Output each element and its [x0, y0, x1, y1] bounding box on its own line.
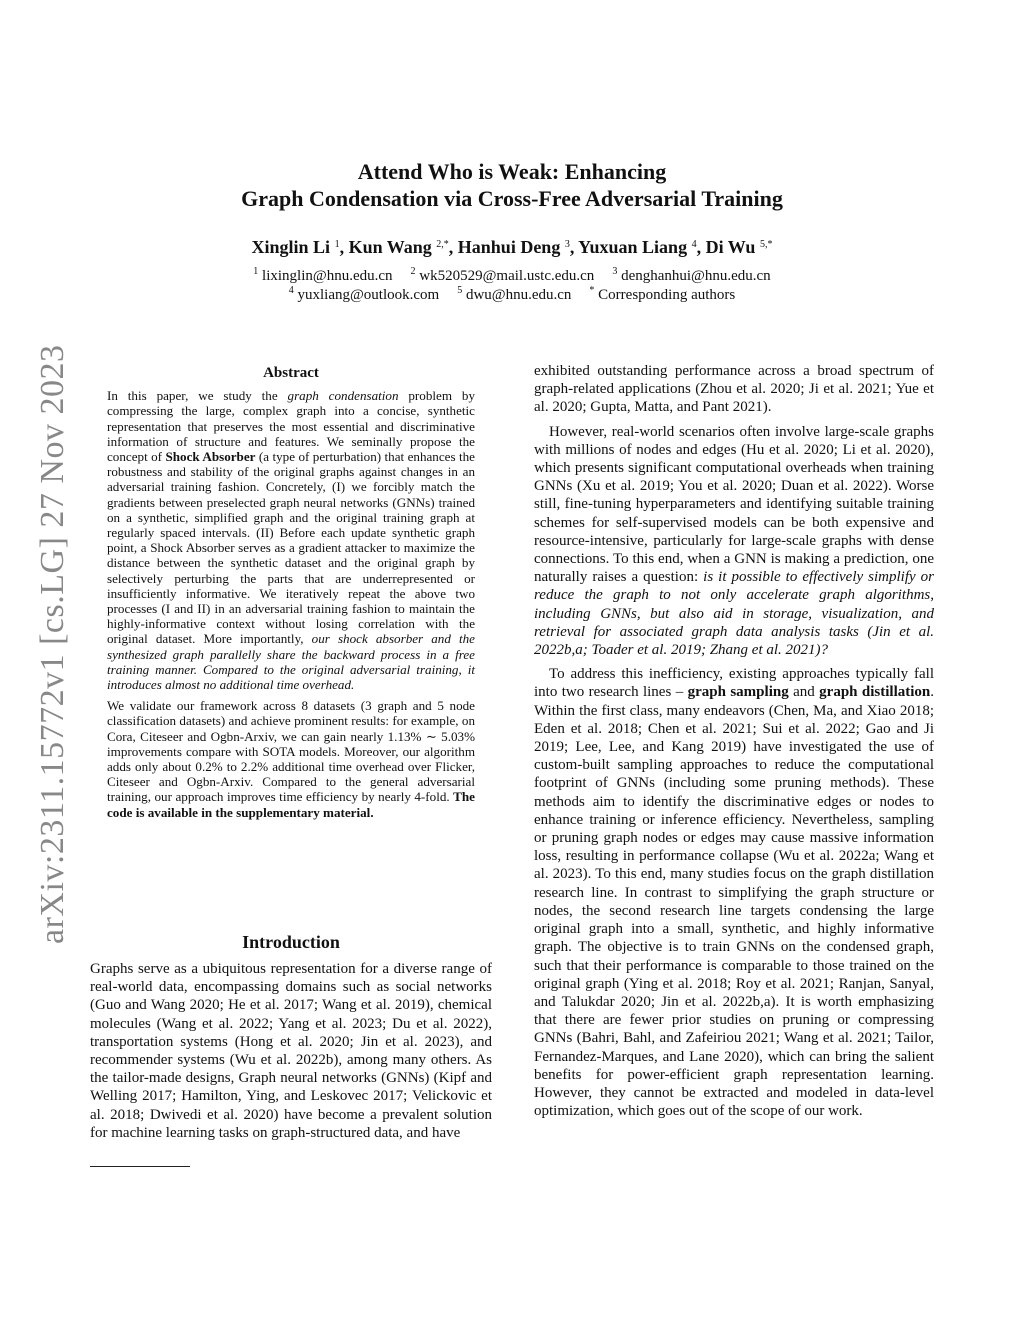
paper-title: [0, 158, 1024, 212]
author-list: [0, 235, 1024, 259]
author-name: Kun Wang: [348, 237, 437, 257]
email-mark: *: [589, 285, 595, 296]
text-run: We validate our framework across 8 datasets (3 graph and 5 node classification datasets) and achieve prominent results: for example, on Cora, Citeseer and Ogbn-Arxiv, we can gain nearly 1.13% ∼ 5.03% improvements compare with SOTA models. Moreover, our algorithm adds only about 0.2% to 2.2% additional time overhead over Flicker, Citeseer and Ogbn-Arxiv. Compared to the general adversarial training, our approach improves time efficiency by nearly 4-fold.: [107, 698, 475, 805]
email-mark: 4: [288, 285, 294, 296]
right-column: [534, 362, 934, 1126]
arxiv-stamp: [30, 344, 76, 944]
text-run: problem by compressing the large, complex graph into a concise, synthetic representation that preserves the most essential and discriminative information of structure and features. We seminally propose the concept of: [107, 388, 475, 465]
author-separator: ,: [569, 237, 579, 257]
introduction-heading: Introduction: [242, 932, 340, 952]
email-mark: 3: [612, 266, 618, 277]
author-affiliation-mark: 2,*: [436, 239, 449, 250]
email-mark: 5: [457, 285, 463, 296]
email-text: yuxliang@outlook.com: [293, 287, 440, 303]
title-line-1: Attend Who is Weak: Enhancing: [357, 159, 667, 184]
emphasis-text: is it possible to effectively simplify or reduce the graph to not only accelerate graph algorithms, including GNNs, but also aid in storage, visualization, and retrieval for associated graph data analysis tasks (Jin et al. 2022b,a; Toader et al. 2019; Zhang et al. 2021)?: [534, 569, 934, 659]
text-run: (a type of perturbation) that enhances the robustness and stability of the original graphs against changes in an adversarial training fashion. Concretely, (I) we forcibly match the gradients between preselected graph neural networks (GNNs) trained on a synthetic, simplified graph and the original training graph at regularly spaced intervals. (II) Before each update synthetic graph point, a Shock Absorber serves as a gradient attacker to maximize the distance between the synthetic dataset and the original graph by selectively perturbing the parts that are underrepresented or insufficiently informative. We iteratively repeat the above two processes (I and II) in an adversarial training fashion to maintain the highly-informative context without losing correlation with the original dataset. More importantly,: [107, 449, 475, 647]
bold-text: The code is available in the supplementary material.: [107, 789, 475, 820]
email-mark: 1: [253, 266, 259, 277]
bold-text: graph distillation: [819, 684, 931, 701]
title-line-2: Graph Condensation via Cross-Free Adversarial Training: [241, 186, 783, 211]
emails-line-2: [0, 286, 1024, 305]
author-affiliation-mark: 3: [564, 239, 570, 250]
author-affiliation-mark: 4: [691, 239, 697, 250]
text-run: However, real-world scenarios often involve large-scale graphs with millions of nodes and edges (Hu et al. 2020; Li et al. 2020), which presents significant computational overheads when training GNNs (Xu et al. 2019; You et al. 2020; Duan et al. 2022). Worse still, fine-tuning hyperparameters and identifying suitable training schemes for self-supervised models can be both expensive and resource-intensive, particularly for large-scale graphs with dense connections. To this end, when a GNN is making a prediction, one naturally raises a question:: [534, 423, 934, 586]
email-text: wk520529@mail.ustc.edu.cn: [415, 268, 595, 284]
email-text: Corresponding authors: [594, 287, 736, 303]
email-mark: 2: [410, 266, 416, 277]
emphasis-text: graph condensation: [287, 388, 399, 404]
author-separator: ,: [339, 237, 349, 257]
arxiv-identifier: arXiv:2311.15772v1 [cs.LG] 27 Nov 2023: [34, 344, 71, 944]
author-name: Xinglin Li: [251, 237, 335, 257]
bold-text: Shock Absorber: [165, 449, 256, 465]
email-text: lixinglin@hnu.edu.cn: [258, 268, 393, 284]
bold-text: graph sampling: [687, 684, 789, 701]
text-run: . Within the first class, many endeavors (Chen, Ma, and Xiao 2018; Eden et al. 2018; Chen et al. 2021; Sui et al. 2022; Gao and Ji 2019; Lee, Lee, and Kang 2019) have investigated the use of custom-built sampling approaches to reduce the computational footprint of GNNs (including some pruning methods). These methods aim to identify the discriminative edges or nodes to enhance training or inference efficiency. Nevertheless, sampling or pruning graph nodes or edges may cause massive information loss, resulting in performance collapse (Wu et al. 2022a; Wang et al. 2023). To this end, many studies focus on the graph distillation research line. In contrast to simplifying the graph structure or nodes, the second research line targets condensing the large original graph into a small, synthetic, and highly informative graph. The objective is to train GNNs on the condensed graph, such that their performance is comparable to those trained on the original graph (Ying et al. 2018; Roy et al. 2021; Ranjan, Sanyal, and Talukdar 2020; Jin et al. 2022b,a). It is worth emphasizing that there are fewer prior studies on pruning or compressing GNNs (Bahri, Bahl, and Zafeiriou 2021; Wang et al. 2021; Tailor, Fernandez-Marques, and Lane 2020), which can bring the salient benefits for power-efficient graph representation learning. However, they cannot be extracted and modeled in data-level optimization, which goes out of the scope of our work.: [534, 684, 934, 1120]
emphasis-text: our shock absorber and the synthesized graph parallelly share the backward process in a free training manner. Compared to the original adversarial training, it introduces almost no additional time overhead.: [107, 631, 475, 693]
author-affiliation-mark: 5,*: [759, 239, 773, 250]
emails-line-1: [0, 267, 1024, 286]
text-run: and: [788, 684, 820, 701]
abstract-paragraph: [107, 388, 475, 692]
author-name: Yuxuan Liang: [578, 237, 692, 257]
author-name: Di Wu: [705, 237, 760, 257]
abstract-paragraph: [107, 698, 475, 820]
abstract-section: [107, 366, 475, 826]
abstract-heading: Abstract: [263, 365, 319, 381]
text-run: To address this inefficiency, existing approaches typically fall into two research lines –: [534, 666, 934, 701]
footnote-rule: [90, 1166, 190, 1167]
author-separator: ,: [448, 237, 458, 257]
email-text: denghanhui@hnu.edu.cn: [617, 268, 771, 284]
introduction-paragraph: Graphs serve as a ubiquitous representation for a diverse range of real-world data, encompassing domains such as social networks (Guo and Wang 2020; He et al. 2017; Wang et al. 2019), chemical molecules (Wang et al. 2022; Yang et al. 2023; Du et al. 2022), transportation systems (Hong et al. 2020; Jin et al. 2023), and recommender systems (Wu et al. 2022b), among many others. As the tailor-made designs, Graph neural networks (GNNs) (Kipf and Welling 2017; Hamilton, Ying, and Leskovec 2017; Velickovic et al. 2018; Dwivedi et al. 2020) have become a prevalent solution for machine learning tasks on graph-structured data, and have: [90, 961, 492, 1141]
email-text: dwu@hnu.edu.cn: [462, 287, 572, 303]
body-paragraph: exhibited outstanding performance across a broad spectrum of graph-related applications (Zhou et al. 2020; Ji et al. 2021; Yue et al. 2020; Gupta, Matta, and Pant 2021).: [534, 363, 934, 416]
author-separator: ,: [696, 237, 706, 257]
body-paragraph: [534, 423, 934, 660]
text-run: In this paper, we study the: [107, 388, 288, 404]
author-name: Hanhui Deng: [457, 237, 565, 257]
author-emails: [0, 267, 1024, 305]
body-paragraph: [534, 665, 934, 1120]
author-affiliation-mark: 1: [334, 239, 340, 250]
